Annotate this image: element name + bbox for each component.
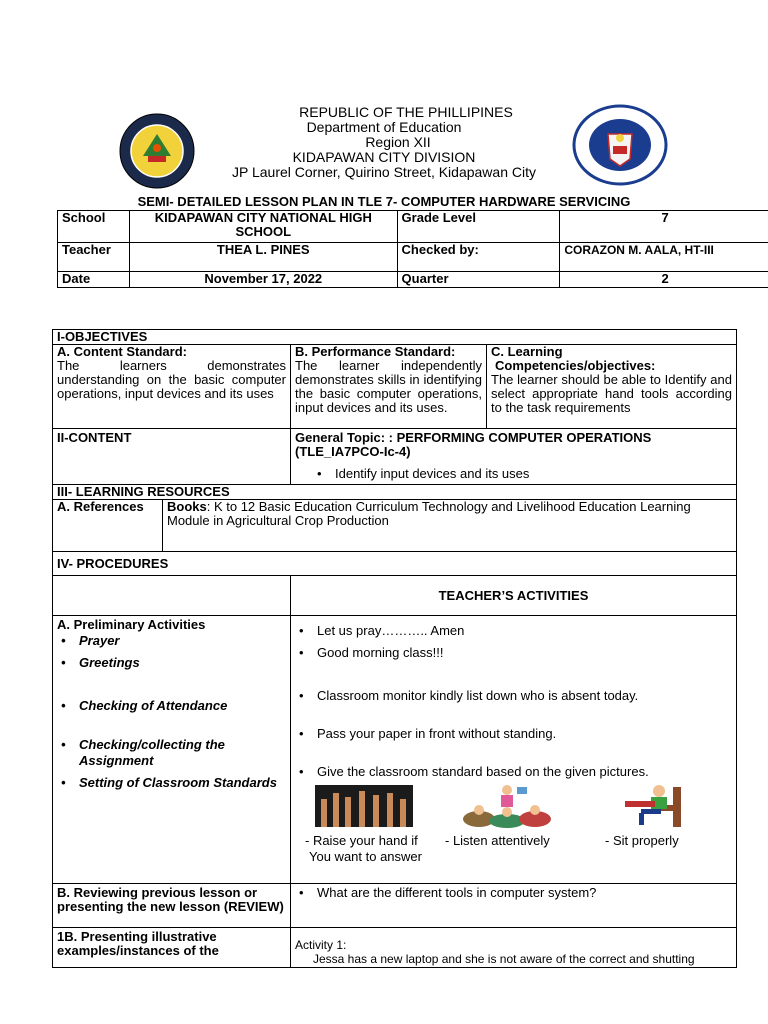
teacher-value: THEA L. PINES	[129, 243, 397, 272]
activity-attendance: • Classroom monitor kindly list down who is absent today.	[295, 689, 732, 703]
prelim-item-greetings: • Greetings	[57, 656, 286, 670]
grade-label: Grade Level	[397, 211, 560, 243]
grade-value: 7	[560, 211, 768, 243]
review-label: B. Reviewing previous lesson or presenting the new lesson (REVIEW)	[53, 884, 291, 928]
preliminary-activities-cell	[53, 616, 291, 884]
activity-greetings: • Good morning class!!!	[295, 646, 732, 660]
content-standard-label: A. Content Standard:	[57, 344, 187, 359]
references-cell	[163, 500, 737, 552]
prelim-item-standards: • Setting of Classroom Standards	[57, 775, 286, 791]
preliminary-teacher-cell	[291, 616, 737, 884]
competencies-cell	[487, 345, 737, 429]
general-topic: General Topic: : PERFORMING COMPUTER OPERATIONS	[295, 430, 652, 445]
standard-raise-hand-line1: - Raise your hand if	[305, 833, 418, 848]
presenting-cell	[291, 928, 737, 968]
activity-assignment: • Pass your paper in front without standing.	[295, 727, 732, 741]
standards-pictures	[295, 783, 732, 864]
resources-heading: III- LEARNING RESOURCES	[53, 485, 737, 500]
date-value: November 17, 2022	[129, 272, 397, 288]
books-label: Books	[167, 499, 207, 514]
competencies-label: C. Learning	[491, 344, 563, 359]
content-heading: II-CONTENT	[53, 429, 291, 485]
lesson-table	[52, 329, 737, 968]
lesson-plan-title: SEMI- DETAILED LESSON PLAN IN TLE 7- COMPUTER HARDWARE SERVICING	[137, 194, 631, 209]
school-value: KIDAPAWAN CITY NATIONAL HIGH SCHOOL	[129, 211, 397, 243]
quarter-value: 2	[560, 272, 768, 288]
teacher-label-text: Teacher	[62, 242, 111, 257]
review-cell	[291, 884, 737, 928]
competency-code: (TLE_IA7PCO-Ic-4)	[295, 444, 411, 459]
competencies-text: The learner should be able to Identify and select appropriate hand tools according to the task requirements	[491, 372, 732, 415]
presenting-label: 1B. Presenting illustrative examples/instances of the	[53, 928, 291, 968]
activity1-title: Activity 1:	[295, 938, 347, 952]
content-bullet: • Identify input devices and its uses	[313, 467, 732, 481]
school-label: School	[58, 211, 130, 243]
teacher-label	[58, 243, 130, 272]
performance-standard-label: B. Performance Standard:	[295, 344, 456, 359]
header-line-address: JP Laurel Corner, Quirino Street, Kidapawan City	[231, 164, 536, 180]
standard-listen: - Listen attentively	[445, 833, 550, 848]
teacher-activities-header: TEACHER’S ACTIVITIES	[291, 576, 737, 616]
standard-raise-hand-line2: You want to answer	[309, 849, 422, 864]
header-line-division: KIDAPAWAN CITY DIVISION	[292, 149, 476, 165]
content-standard-text: The learners demonstrates understanding on the basic computer operations, input devices and its uses	[57, 358, 286, 401]
competencies-label-2: Competencies/objectives:	[495, 358, 656, 373]
raised-hands-picture	[315, 785, 413, 827]
performance-standard-text: The learner independently demonstrates skills in identifying the basic computer operations, input devices and its uses.	[295, 358, 482, 415]
procedures-blank-cell	[53, 576, 291, 616]
checked-value: CORAZON M. AALA, HT-III	[560, 243, 768, 272]
activity1-text: Jessa has a new laptop and she is not aware of the correct and shutting	[313, 952, 695, 966]
prelim-item-prayer: • Prayer	[57, 634, 286, 648]
content-standard-cell	[53, 345, 291, 429]
standard-raise-hand	[305, 833, 422, 865]
checked-label: Checked by:	[397, 243, 560, 272]
activity-standards: • Give the classroom standard based on the given pictures.	[295, 765, 732, 779]
references-label: A. References	[53, 500, 163, 552]
header-line-department: Department of Education	[306, 119, 462, 135]
header-line-region: Region XII	[365, 134, 431, 150]
prelim-item-assignment: • Checking/collecting the Assignment	[57, 737, 286, 769]
sitting-student-picture	[611, 783, 697, 829]
header-line-republic: REPUBLIC OF THE PHILLIPINES	[299, 104, 513, 120]
preliminary-label: A. Preliminary Activities	[57, 617, 206, 632]
info-table	[57, 210, 768, 288]
quarter-label: Quarter	[397, 272, 560, 288]
activity-prayer: • Let us pray……….. Amen	[295, 624, 732, 638]
listening-students-picture	[459, 783, 555, 829]
standard-sit: - Sit properly	[605, 833, 679, 848]
content-cell	[291, 429, 737, 485]
prelim-item-attendance: • Checking of Attendance	[57, 699, 286, 713]
objectives-heading: I-OBJECTIVES	[53, 330, 737, 345]
review-activity: • What are the different tools in computer system?	[295, 886, 732, 900]
books-text: : K to 12 Basic Education Curriculum Technology and Livelihood Education Learning Module in Agricultural Crop Production	[167, 499, 691, 528]
date-label: Date	[58, 272, 130, 288]
procedures-heading: IV- PROCEDURES	[53, 552, 737, 576]
performance-standard-cell	[291, 345, 487, 429]
